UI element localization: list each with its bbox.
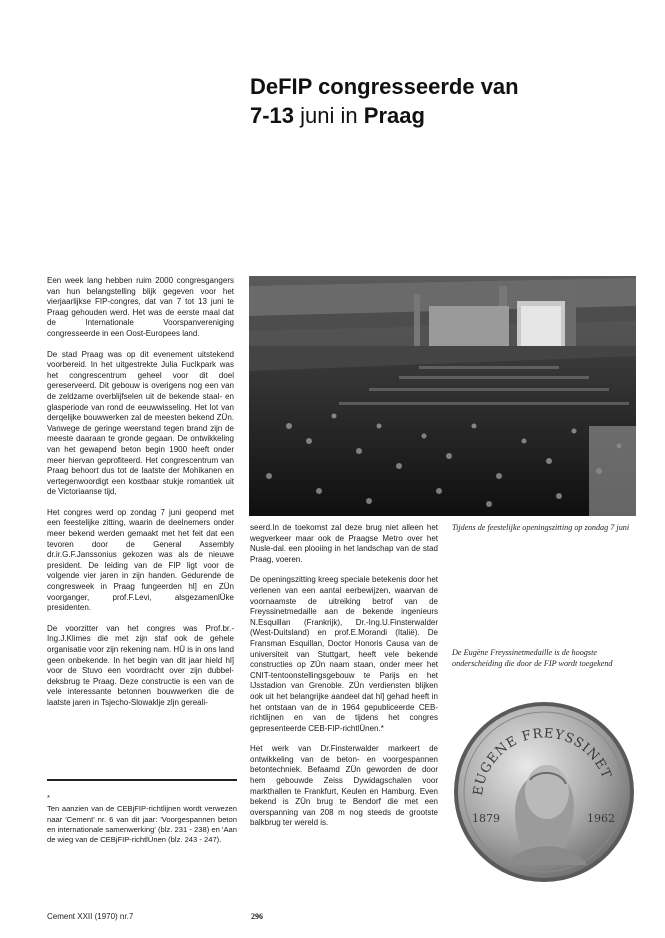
medal-year-right: 1962 — [587, 812, 615, 825]
title-city: Praag — [363, 103, 425, 128]
article-column-1 — [47, 276, 234, 719]
paragraph: Het werk van Dr.Finsterwalder markeert de ontwikkeling van de beton- en voorgespannen betontechniek. Befaamd ZÜn geworden de door hem gebouwde Zeiss Dywidagschalen voor markthallen te Frankfurt, Keulen en Hamburg. Even bekend is ZÜn brug te Bendorf die met een overspanning van 208 m nog steeds de grootste balkbrug ter wereld is. — [250, 744, 438, 828]
title-connector: juni in — [294, 103, 364, 128]
medal-inscription: EUGENE FREYSSINET — [471, 726, 614, 797]
paragraph: De voorzitter van het congres was Prof.br.-Ing.J.Klimes die met zijn staf ook de gehele organisatie voor zijn rekening nam. HÜ is in ons land geen onbekende. In het begin van dit jaar hield hl] voor de Stuvo een voordracht over zijn dubbel-deksbrug te Praag. Deze constructie is een van de vele interessante betonnen bouwwerken die de laatste jaren in Tsjecho-Slowaklje zljn gereali- — [47, 623, 234, 707]
footnote-divider — [47, 779, 237, 781]
medal-illustration — [452, 700, 637, 885]
photo-illustration — [249, 276, 636, 516]
journal-reference: Cement XXII (1970) nr.7 — [47, 912, 134, 921]
footnote-text: Ten aanzien van de CEBjFIP-richtlijnen wordt verwezen naar 'Cement' nr. 6 van dit jaar: 'Voorgespannen beton en internationale samenwerking' (blz. 231 - 238) en 'Aan de wieg van de CEBjFIP-richtlÜnen (blz. 243 - 247). — [47, 804, 237, 845]
article-column-2 — [250, 523, 438, 839]
page-number: 296 — [251, 912, 263, 921]
paragraph: seerd.In de toekomst zal deze brug niet alleen het wegverkeer maar ook de Praagse Metro over het Nusle-dal. een plooiing in het landschap van de stad Praag, voeren. — [250, 523, 438, 564]
paragraph: Een week lang hebben ruim 2000 congresgangers van hun belangstelling blijk gegeven voor het vierjaarlijkse FIP-congres, dat van 7 tot 13 juni te Praag gehouden werd. Het was de eerste maal dat de Internationale Voorspanvereniging congresseerde in een Oost-Europees land. — [47, 276, 234, 338]
footnote — [47, 793, 237, 845]
article-title — [250, 72, 650, 130]
paragraph: De stad Praag was op dit evenement uitstekend voorbereid. In het uitgestrekte Julia Fuclkpark was het congrescentrum geheel voor dit doel gereserveerd. Dit gebouw is overigens nog een van de zeldzame overblijfselen uit de bekende staal- en glasperiode van rond de eeuwwisseling. Het lot van derqelijke bouwwerken zal de meesten bekend ZÜn. Vanwege de geringe weerstand tegen brand zijn de meeste daaraan te gronde gegaan. De ontwikkeling van het gewapend beton begin 1900 heeft onder meer hiervan geprofiteerd. Het congrescentrum van Praag behoort dus tot de laatste der Mohikanen en vertegenwoordigt een kostbaar stukje romantiek uit de Victoriaanse tijd, — [47, 349, 234, 497]
medal-year-left: 1879 — [472, 812, 500, 825]
paragraph: Het congres werd op zondag 7 juni geopend met een feestelijke zitting, waarin de deelnemers onder meer bekend werden gemaakt met het feit dat een tevoren door de General Assembly dr.ir.G.F.Janssonius gekozen was als de nieuwe president. De leiding van de FIP ligt voor de volgende vier jaren in zijn handen. Gedurende de congresweek in Praag fungeerden hl] en ZÜn voorganger, prof.F.Levi, alsgezamenlÜke presidenten. — [47, 507, 234, 613]
footnote-marker: * — [47, 793, 50, 802]
title-dates: 7-13 — [250, 103, 295, 128]
photo-caption: Tijdens de feestelijke openingszitting op zondag 7 juni — [452, 523, 630, 532]
paragraph: De openingszitting kreeg speciale betekenis door het verlenen van een aantal eerbewijzen, waarvan de voornaamste de uitreiking betrof van de Freyssinetmedaille aan de bekende ingenieurs N.Esquillan (Frankrijk), Dr.-Ing.U.Finsterwalder (West-Duitsland) en prof.E.Morandi (Italië). De Fransman Esquillan, Doctor Honoris Causa van de universiteit van Stuttgart, heeft vele bekende constructies op ZÜn naam staan, onder meer het CNIT-tentoonstellingsgebouw te Parijs en het IJsstadion van Grenoble. ZÜn verdiensten blijken ook uit het belangrijke aandeel dat hl] gehad heeft in het ontstaan van de in 1964 gepubliceerde CEB-richtlijnen en van de tijdens het congres gepresenteerde CEB-FIP-richtlÜnen.* — [250, 575, 438, 733]
freyssinet-medal-image — [452, 700, 637, 885]
congress-hall-photo — [249, 276, 636, 516]
title-line-2 — [250, 101, 650, 130]
title-line-1: DeFIP congresseerde van — [250, 74, 519, 99]
medal-caption: De Eugène Freyssinetmedaille is de hoogste onderscheiding die door de FIP wordt toegekend — [452, 648, 613, 668]
